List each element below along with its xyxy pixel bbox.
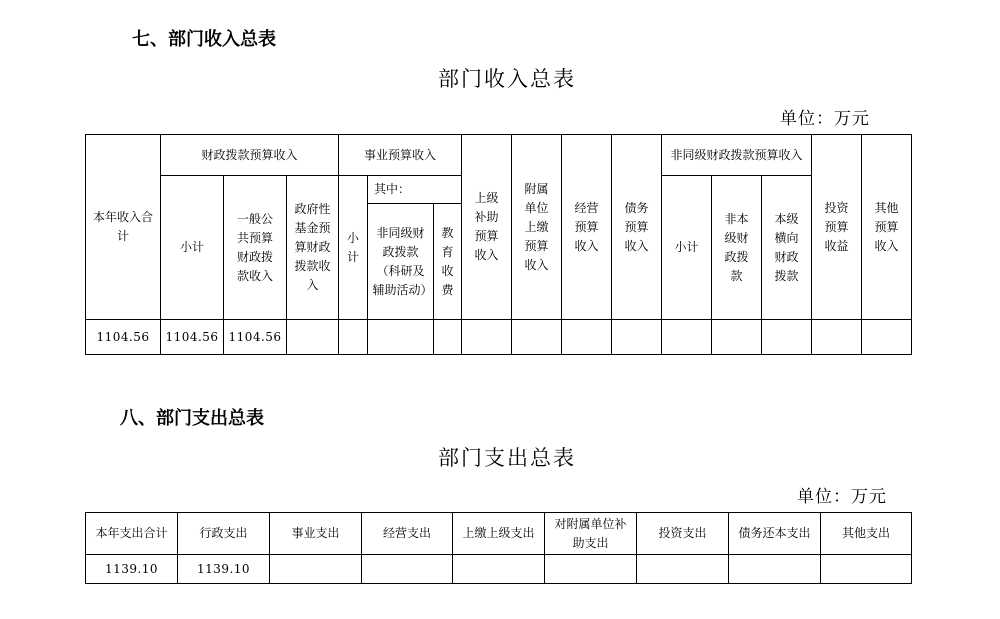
cell-education-fee (434, 320, 462, 355)
cell-non-same-level (368, 320, 434, 355)
header-fiscal-group: 财政拨款预算收入 (161, 135, 339, 176)
header-non-local: 非本级财政拨款 (712, 176, 762, 320)
header-investment-expense: 投资支出 (637, 513, 729, 555)
cell-debt (612, 320, 662, 355)
header-gov-fund: 政府性基金预算财政拨款收入 (287, 176, 339, 320)
expense-summary-table (85, 512, 912, 584)
cell-admin-expense: 1139.10 (178, 555, 270, 584)
cell-operating-expense (362, 555, 453, 584)
cell-horizontal (762, 320, 812, 355)
section8-table-title: 部门支出总表 (438, 446, 576, 470)
header-operating-expense: 经营支出 (362, 513, 453, 555)
section7-table-title: 部门收入总表 (438, 67, 576, 91)
cell-operating (562, 320, 612, 355)
cell-non-same-subtotal (662, 320, 712, 355)
section7-unit: 单位：万元 (780, 109, 870, 129)
header-total-expense: 本年支出合计 (86, 513, 178, 555)
section8-unit: 单位：万元 (797, 487, 887, 507)
cell-total-expense: 1139.10 (86, 555, 178, 584)
header-horizontal: 本级横向财政拨款 (762, 176, 812, 320)
header-upper-subsidy: 上级补助预算收入 (462, 135, 512, 320)
header-total-income: 本年收入合计 (86, 135, 161, 320)
cell-non-local (712, 320, 762, 355)
header-other-expense: 其他支出 (821, 513, 912, 555)
header-fiscal-subtotal: 小计 (161, 176, 224, 320)
header-remit-upper-expense: 上缴上级支出 (453, 513, 545, 555)
income-summary-table (85, 134, 961, 355)
cell-career-expense (270, 555, 362, 584)
header-debt: 债务预算收入 (612, 135, 662, 320)
cell-debt-repayment-expense (729, 555, 821, 584)
header-non-same-level: 非同级财政拨款（科研及辅助活动） (368, 204, 434, 320)
header-investment: 投资预算收益 (812, 135, 862, 320)
cell-gov-fund (287, 320, 339, 355)
cell-fiscal-subtotal: 1104.56 (161, 320, 224, 355)
header-career-expense: 事业支出 (270, 513, 362, 555)
header-among: 其中： (368, 176, 462, 204)
section8-heading: 八、部门支出总表 (120, 408, 264, 429)
header-general-budget: 一般公共预算财政拨款收入 (224, 176, 287, 320)
cell-other-expense (821, 555, 912, 584)
header-career-group: 事业预算收入 (339, 135, 462, 176)
cell-affiliated-subsidy-expense (545, 555, 637, 584)
header-operating: 经营预算收入 (562, 135, 612, 320)
cell-career-subtotal (339, 320, 368, 355)
section7-heading: 七、部门收入总表 (132, 29, 276, 50)
header-career-subtotal: 小计 (339, 176, 368, 320)
header-non-same-group: 非同级财政拨款预算收入 (662, 135, 812, 176)
cell-remit-upper-expense (453, 555, 545, 584)
cell-investment-expense (637, 555, 729, 584)
header-non-same-subtotal: 小计 (662, 176, 712, 320)
cell-other (862, 320, 912, 355)
cell-affiliated (512, 320, 562, 355)
expense-header-row (86, 513, 912, 555)
cell-upper-subsidy (462, 320, 512, 355)
expense-data-row (86, 555, 912, 584)
header-debt-repayment-expense: 债务还本支出 (729, 513, 821, 555)
cell-general-budget: 1104.56 (224, 320, 287, 355)
header-other: 其他预算收入 (862, 135, 912, 320)
cell-investment (812, 320, 862, 355)
cell-total-income: 1104.56 (86, 320, 161, 355)
header-affiliated: 附属单位上缴预算收入 (512, 135, 562, 320)
header-admin-expense: 行政支出 (178, 513, 270, 555)
header-education-fee: 教育收费 (434, 204, 462, 320)
header-affiliated-subsidy-expense: 对附属单位补助支出 (545, 513, 637, 555)
